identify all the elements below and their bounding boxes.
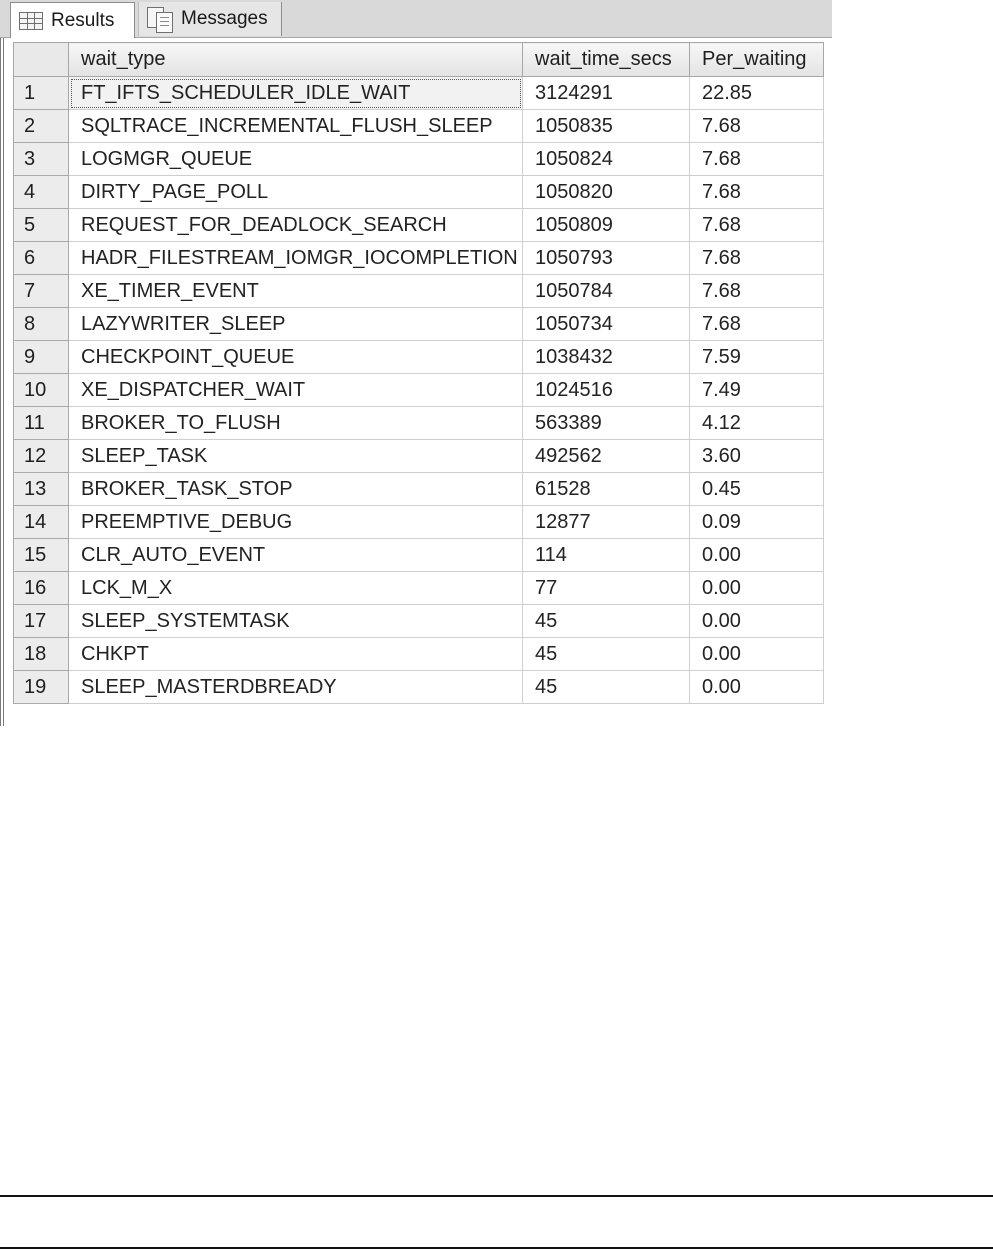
- row-number[interactable]: 17: [14, 605, 69, 638]
- table-row[interactable]: [14, 506, 824, 539]
- cell-wait-time-secs[interactable]: 61528: [523, 473, 690, 506]
- cell-wait-time-secs[interactable]: 45: [523, 638, 690, 671]
- cell-wait-type[interactable]: LCK_M_X: [69, 572, 523, 605]
- cell-per-waiting[interactable]: 7.49: [690, 374, 824, 407]
- cell-wait-time-secs[interactable]: 1050824: [523, 143, 690, 176]
- table-row[interactable]: [14, 308, 824, 341]
- cell-wait-time-secs[interactable]: 1050784: [523, 275, 690, 308]
- row-number[interactable]: 10: [14, 374, 69, 407]
- cell-per-waiting[interactable]: 4.12: [690, 407, 824, 440]
- cell-wait-time-secs[interactable]: 45: [523, 605, 690, 638]
- header-row: [14, 43, 824, 77]
- column-header-wait-type[interactable]: wait_type: [69, 43, 523, 77]
- cell-wait-type[interactable]: PREEMPTIVE_DEBUG: [69, 506, 523, 539]
- cell-wait-type[interactable]: LAZYWRITER_SLEEP: [69, 308, 523, 341]
- results-pane: [0, 0, 832, 726]
- cell-wait-type[interactable]: CHKPT: [69, 638, 523, 671]
- table-row[interactable]: [14, 110, 824, 143]
- row-number[interactable]: 4: [14, 176, 69, 209]
- tab-results-label: Results: [51, 10, 115, 31]
- table-row[interactable]: [14, 143, 824, 176]
- row-number[interactable]: 6: [14, 242, 69, 275]
- cell-wait-time-secs[interactable]: 1038432: [523, 341, 690, 374]
- cell-wait-type[interactable]: REQUEST_FOR_DEADLOCK_SEARCH: [69, 209, 523, 242]
- cell-per-waiting[interactable]: 7.68: [690, 110, 824, 143]
- row-number[interactable]: 14: [14, 506, 69, 539]
- row-number[interactable]: 13: [14, 473, 69, 506]
- row-number[interactable]: 5: [14, 209, 69, 242]
- cell-per-waiting[interactable]: 0.00: [690, 539, 824, 572]
- cell-wait-type[interactable]: HADR_FILESTREAM_IOMGR_IOCOMPLETION: [69, 242, 523, 275]
- cell-per-waiting[interactable]: 22.85: [690, 77, 824, 110]
- row-number[interactable]: 7: [14, 275, 69, 308]
- cell-wait-type[interactable]: SLEEP_TASK: [69, 440, 523, 473]
- tab-messages-label: Messages: [181, 8, 268, 29]
- cell-per-waiting[interactable]: 0.00: [690, 638, 824, 671]
- cell-per-waiting[interactable]: 7.68: [690, 143, 824, 176]
- cell-wait-time-secs[interactable]: 1050809: [523, 209, 690, 242]
- row-number[interactable]: 19: [14, 671, 69, 704]
- cell-per-waiting[interactable]: 7.68: [690, 209, 824, 242]
- table-row[interactable]: [14, 572, 824, 605]
- messages-icon: [147, 7, 173, 31]
- table-row[interactable]: [14, 275, 824, 308]
- row-number[interactable]: 1: [14, 77, 69, 110]
- column-header-wait-time-secs[interactable]: wait_time_secs: [523, 43, 690, 77]
- table-row[interactable]: [14, 242, 824, 275]
- cell-per-waiting[interactable]: 7.68: [690, 275, 824, 308]
- cell-wait-time-secs[interactable]: 1050820: [523, 176, 690, 209]
- tab-results[interactable]: [10, 2, 135, 39]
- select-all-corner[interactable]: [14, 43, 69, 77]
- table-row[interactable]: [14, 374, 824, 407]
- cell-wait-time-secs[interactable]: 3124291: [523, 77, 690, 110]
- tab-messages[interactable]: [138, 2, 282, 36]
- cell-wait-time-secs[interactable]: 1024516: [523, 374, 690, 407]
- row-number[interactable]: 15: [14, 539, 69, 572]
- cell-wait-type[interactable]: DIRTY_PAGE_POLL: [69, 176, 523, 209]
- cell-wait-type[interactable]: CHECKPOINT_QUEUE: [69, 341, 523, 374]
- row-number[interactable]: 9: [14, 341, 69, 374]
- table-row[interactable]: [14, 539, 824, 572]
- grid-icon: [19, 12, 43, 30]
- cell-wait-time-secs[interactable]: 1050793: [523, 242, 690, 275]
- table-row[interactable]: [14, 407, 824, 440]
- cell-per-waiting[interactable]: 7.68: [690, 242, 824, 275]
- row-number[interactable]: 11: [14, 407, 69, 440]
- result-tab-strip: [0, 0, 832, 38]
- results-grid[interactable]: [0, 38, 832, 726]
- cell-wait-type[interactable]: BROKER_TASK_STOP: [69, 473, 523, 506]
- cell-per-waiting[interactable]: 0.00: [690, 605, 824, 638]
- cell-wait-type[interactable]: FT_IFTS_SCHEDULER_IDLE_WAIT: [69, 77, 523, 110]
- cell-wait-type[interactable]: CLR_AUTO_EVENT: [69, 539, 523, 572]
- cell-wait-type[interactable]: BROKER_TO_FLUSH: [69, 407, 523, 440]
- cell-wait-time-secs[interactable]: 492562: [523, 440, 690, 473]
- cell-wait-type[interactable]: SQLTRACE_INCREMENTAL_FLUSH_SLEEP: [69, 110, 523, 143]
- cell-wait-time-secs[interactable]: 45: [523, 671, 690, 704]
- table-row[interactable]: [14, 176, 824, 209]
- table-row[interactable]: [14, 605, 824, 638]
- table-row[interactable]: [14, 209, 824, 242]
- table-row[interactable]: [14, 473, 824, 506]
- cell-wait-time-secs[interactable]: 77: [523, 572, 690, 605]
- cell-wait-type[interactable]: LOGMGR_QUEUE: [69, 143, 523, 176]
- cell-wait-type[interactable]: XE_TIMER_EVENT: [69, 275, 523, 308]
- cell-per-waiting[interactable]: 0.45: [690, 473, 824, 506]
- row-number[interactable]: 16: [14, 572, 69, 605]
- cell-per-waiting[interactable]: 7.68: [690, 308, 824, 341]
- row-number[interactable]: 3: [14, 143, 69, 176]
- row-number[interactable]: 2: [14, 110, 69, 143]
- cell-wait-type[interactable]: XE_DISPATCHER_WAIT: [69, 374, 523, 407]
- cell-per-waiting[interactable]: 7.59: [690, 341, 824, 374]
- page-divider-top: [0, 1195, 993, 1197]
- cell-per-waiting[interactable]: 0.09: [690, 506, 824, 539]
- row-number[interactable]: 18: [14, 638, 69, 671]
- table-row[interactable]: [14, 671, 824, 704]
- cell-wait-time-secs[interactable]: 1050835: [523, 110, 690, 143]
- table-row[interactable]: [14, 341, 824, 374]
- grid-body: [14, 77, 824, 704]
- cell-wait-time-secs[interactable]: 114: [523, 539, 690, 572]
- cell-per-waiting[interactable]: 0.00: [690, 671, 824, 704]
- table-row[interactable]: [14, 440, 824, 473]
- cell-wait-time-secs[interactable]: 12877: [523, 506, 690, 539]
- table-row[interactable]: [14, 638, 824, 671]
- row-number[interactable]: 12: [14, 440, 69, 473]
- cell-per-waiting[interactable]: 0.00: [690, 572, 824, 605]
- cell-wait-time-secs[interactable]: 563389: [523, 407, 690, 440]
- cell-per-waiting[interactable]: 3.60: [690, 440, 824, 473]
- cell-per-waiting[interactable]: 7.68: [690, 176, 824, 209]
- cell-wait-type[interactable]: SLEEP_MASTERDBREADY: [69, 671, 523, 704]
- cell-wait-time-secs[interactable]: 1050734: [523, 308, 690, 341]
- row-number[interactable]: 8: [14, 308, 69, 341]
- column-header-per-waiting[interactable]: Per_waiting: [690, 43, 824, 77]
- cell-wait-type[interactable]: SLEEP_SYSTEMTASK: [69, 605, 523, 638]
- results-table: [13, 42, 824, 704]
- table-row[interactable]: [14, 77, 824, 110]
